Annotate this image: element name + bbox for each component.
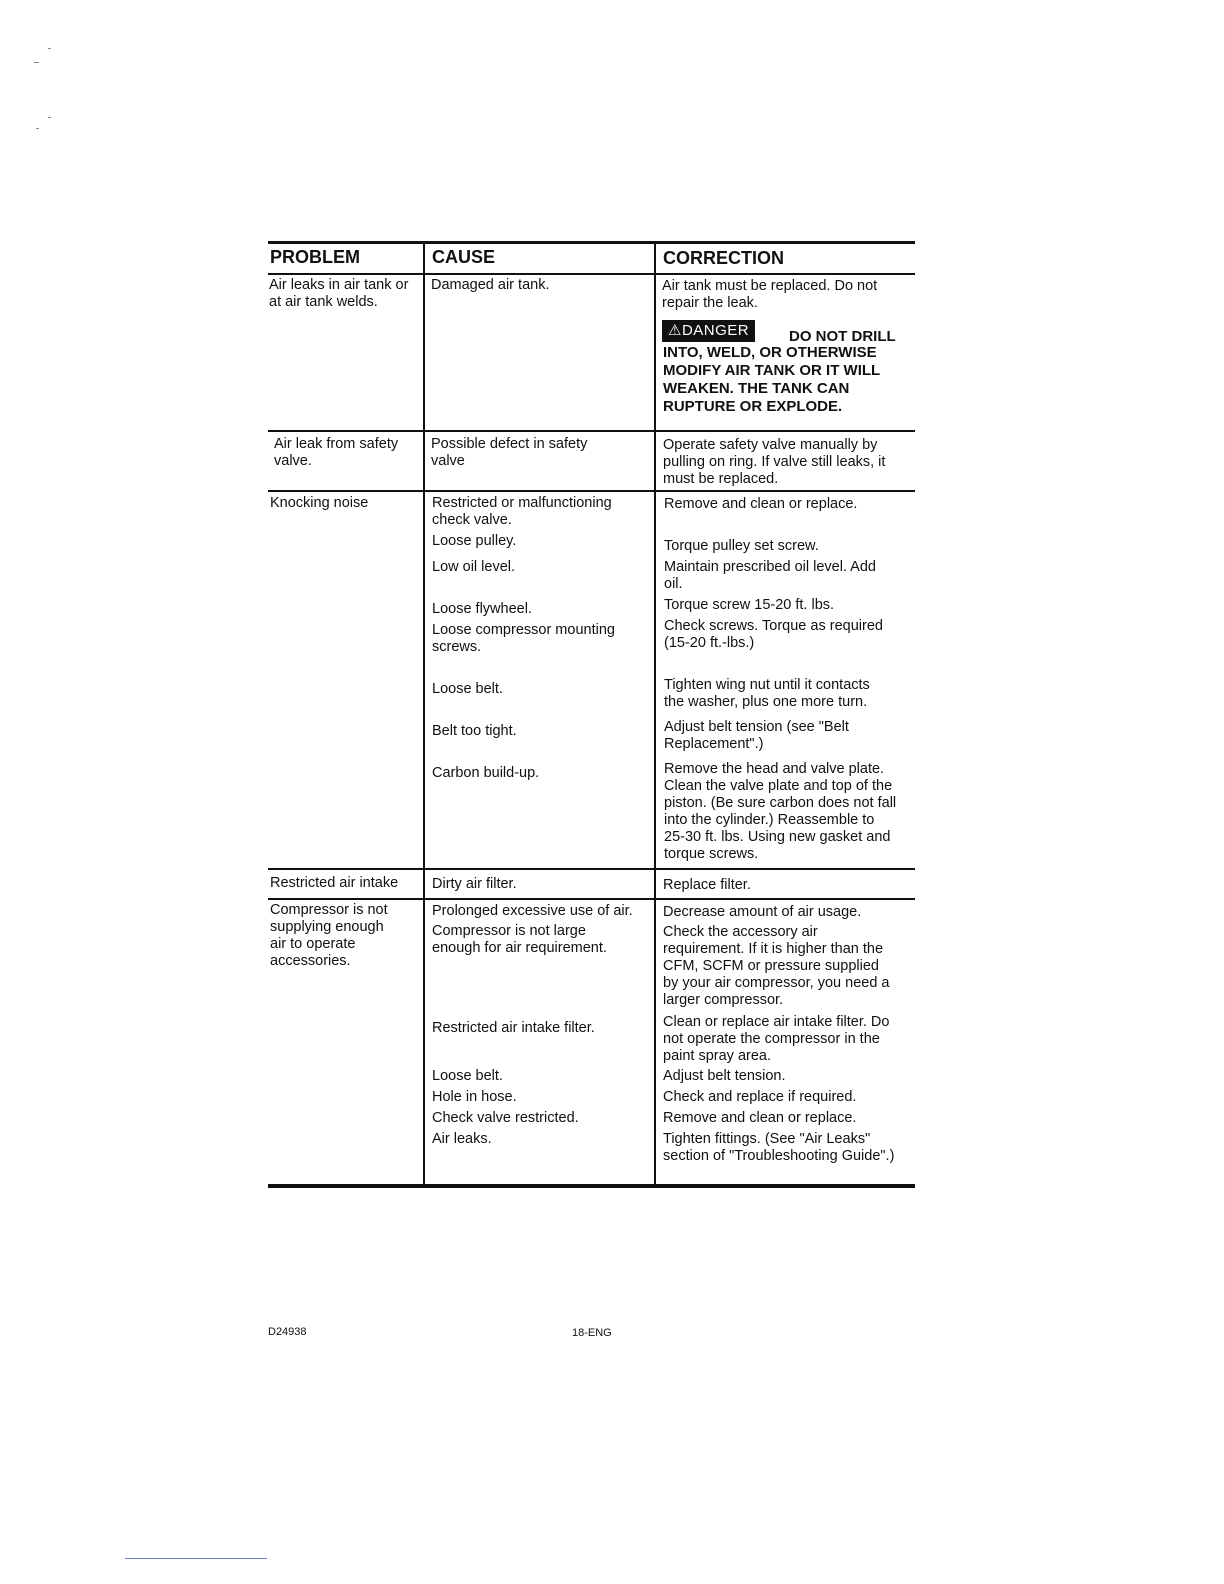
header-problem: PROBLEM xyxy=(270,247,360,267)
danger-label: ⚠DANGER xyxy=(668,322,750,339)
correction-cell: Remove and clean or replace. xyxy=(663,1110,857,1126)
correction-cell: Torque pulley set screw. xyxy=(664,538,819,554)
correction-cell: Replace filter. xyxy=(663,877,751,893)
cause-cell: Loose flywheel. xyxy=(432,601,532,617)
cause-cell: Loose belt. xyxy=(432,681,503,697)
problem-cell: Restricted air intake xyxy=(270,875,399,891)
table-top-rule xyxy=(268,241,915,244)
problem-cell: Air leaks in air tank or at air tank welds. xyxy=(269,277,409,310)
cause-cell: Low oil level. xyxy=(432,559,516,575)
correction-cell: Tighten wing nut until it contacts the washer, plus one more turn. xyxy=(664,677,870,710)
correction-cell: Adjust belt tension (see "Belt Replacement".) xyxy=(664,719,849,752)
row-divider xyxy=(268,898,915,900)
cause-cell: Belt too tight. xyxy=(432,723,517,739)
cause-cell: Restricted air intake filter. xyxy=(432,1020,595,1036)
problem-cell: Knocking noise xyxy=(270,495,369,511)
correction-cell: Decrease amount of air usage. xyxy=(663,904,862,920)
correction-cell: Check screws. Torque as required (15-20 ft.-lbs.) xyxy=(664,618,883,651)
cause-cell: Prolonged excessive use of air. xyxy=(432,903,633,919)
header-correction: CORRECTION xyxy=(663,248,784,268)
correction-cell: Maintain prescribed oil level. Add oil. xyxy=(664,559,876,592)
cause-cell: Damaged air tank. xyxy=(431,277,550,293)
cause-cell: Check valve restricted. xyxy=(432,1110,579,1126)
scan-mark xyxy=(36,128,39,129)
danger-warning-text: INTO, WELD, OR OTHERWISE MODIFY AIR TANK OR IT WILL WEAKEN. THE TANK CAN RUPTURE OR EXPLODE. xyxy=(663,344,881,415)
cause-cell: Restricted or malfunctioning check valve. xyxy=(432,495,612,528)
cause-cell: Compressor is not large enough for air requirement. xyxy=(432,923,607,956)
table-bottom-rule xyxy=(268,1184,915,1188)
cause-cell: Dirty air filter. xyxy=(432,876,517,892)
row-divider xyxy=(268,490,915,492)
correction-cell: Check the accessory air requirement. If it is higher than the CFM, SCFM or pressure supplied by your air compressor, you need a larger compressor. xyxy=(663,924,890,1008)
correction-cell: Operate safety valve manually by pulling on ring. If valve still leaks, it must be replaced. xyxy=(663,437,886,487)
problem-cell: Air leak from safety valve. xyxy=(274,436,399,469)
correction-cell: Remove the head and valve plate. Clean the valve plate and top of the piston. (Be sure carbon does not fall into the cylinder.) Reassemble to 25-30 ft. lbs. Using new gasket and torque screws. xyxy=(664,761,897,862)
row-divider xyxy=(268,868,915,870)
header-cause: CAUSE xyxy=(432,247,496,267)
cause-cell: Loose belt. xyxy=(432,1068,503,1084)
scan-mark xyxy=(48,117,51,118)
header-rule xyxy=(268,273,915,275)
document-code: D24938 xyxy=(268,1326,307,1338)
scan-mark xyxy=(34,62,39,63)
problem-cell: Compressor is not supplying enough air to operate accessories. xyxy=(270,902,388,969)
correction-cell: Clean or replace air intake filter. Do not operate the compressor in the paint spray area. xyxy=(663,1014,890,1064)
column-divider xyxy=(423,241,425,1186)
cause-cell: Carbon build-up. xyxy=(432,765,540,781)
cause-cell: Hole in hose. xyxy=(432,1089,517,1105)
correction-cell: Adjust belt tension. xyxy=(663,1068,786,1084)
correction-cell: Torque screw 15-20 ft. lbs. xyxy=(664,597,835,613)
correction-cell: Check and replace if required. xyxy=(663,1089,857,1105)
cause-cell: Possible defect in safety valve xyxy=(431,436,588,469)
bottom-rule xyxy=(125,1558,267,1559)
column-divider xyxy=(654,241,656,1186)
correction-cell: Tighten fittings. (See "Air Leaks" section of "Troubleshooting Guide".) xyxy=(663,1131,895,1164)
correction-cell: Air tank must be replaced. Do not repair the leak. xyxy=(662,278,878,311)
cause-cell: Air leaks. xyxy=(432,1131,492,1147)
correction-cell: Remove and clean or replace. xyxy=(664,496,858,512)
cause-cell: Loose pulley. xyxy=(432,533,517,549)
scan-mark xyxy=(48,48,51,49)
row-divider xyxy=(268,430,915,432)
danger-lead-text: DO NOT DRILL xyxy=(789,328,896,345)
page-number: 18-ENG xyxy=(572,1327,612,1339)
cause-cell: Loose compressor mounting screws. xyxy=(432,622,615,655)
danger-badge xyxy=(662,320,755,342)
